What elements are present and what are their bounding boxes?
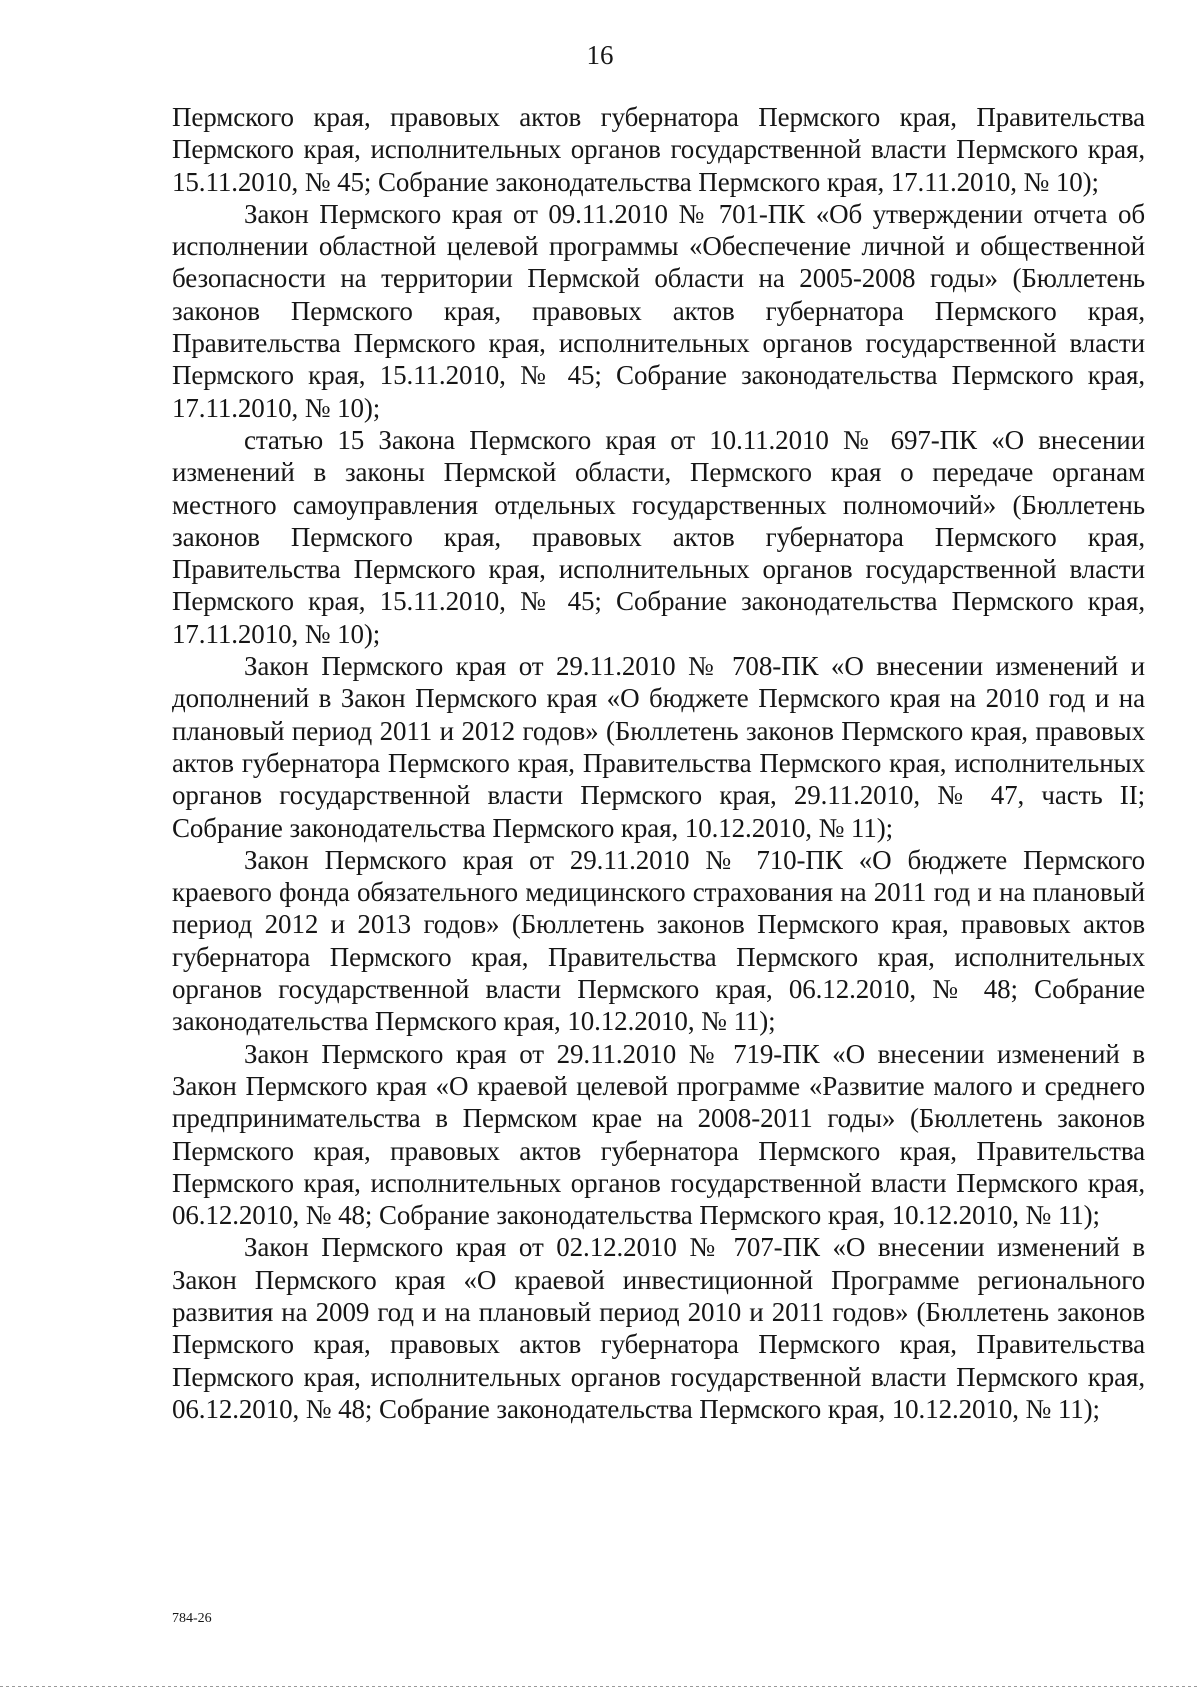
paragraph: Закон Пермского края от 02.12.2010 № 707-ПК «О внесении изменений в Закон Пермского края «О краевой инвестиционной Программе регионального развития на 2009 год и на плановый период 2010 и 2011 годов» (Бюллетень законов Пермского края, правовых актов губернатора Пермского края, Правительства Пермского края, исполнительных органов государственной власти Пермского края, 06.12.2010, № 48; Собрание законодательства Пермского края, 10.12.2010, № 11); [172, 1232, 1145, 1424]
document-code: 784-26 [172, 1611, 212, 1626]
page-number: 16 [586, 40, 614, 70]
paragraph: статью 15 Закона Пермского края от 10.11.2010 № 697-ПК «О внесении изменений в законы Пермской области, Пермского края о передаче органам местного самоуправления отдельных государственных полномочий» (Бюллетень законов Пермского края, правовых актов губернатора Пермского края, Правительства Пермского края, исполнительных органов государственной власти Пермского края, 15.11.2010, № 45; Собрание законодательства Пермского края, 17.11.2010, № 10); [172, 424, 1145, 649]
paragraph: Закон Пермского края от 29.11.2010 № 710-ПК «О бюджете Пермского краевого фонда обязательного медицинского страхования на 2011 год и на плановый период 2012 и 2013 годов» (Бюллетень законов Пермского края, правовых актов губернатора Пермского края, Правительства Пермского края, исполнительных органов государственной власти Пермского края, 06.12.2010, № 48; Собрание законодательства Пермского края, 10.12.2010, № 11); [172, 844, 1145, 1037]
page-bottom-edge [0, 1686, 1200, 1687]
paragraph: Закон Пермского края от 29.11.2010 № 708-ПК «О внесении изменений и дополнений в Закон Пермского края «О бюджете Пермского края на 2010 год и на плановый период 2011 и 2012 годов» (Бюллетень законов Пермского края, правовых актов губернатора Пермского края, Правительства Пермского края, исполнительных органов государственной власти Пермского края, 29.11.2010, № 47, часть II; Собрание законодательства Пермского края, 10.12.2010, № 11); [172, 651, 1145, 843]
document-body [172, 101, 1145, 1425]
paragraph: Пермского края, правовых актов губернатора Пермского края, Правительства Пермского края, исполнительных органов государственной власти Пермского края, 15.11.2010, № 45; Собрание законодательства Пермского края, 17.11.2010, № 10); [172, 102, 1145, 197]
paragraph: Закон Пермского края от 09.11.2010 № 701-ПК «Об утверждении отчета об исполнении областной целевой программы «Обеспечение личной и общественной безопасности на территории Пермской области на 2005-2008 годы» (Бюллетень законов Пермского края, правовых актов губернатора Пермского края, Правительства Пермского края, исполнительных органов государственной власти Пермского края, 15.11.2010, № 45; Собрание законодательства Пермского края, 17.11.2010, № 10); [172, 198, 1145, 423]
paragraph: Закон Пермского края от 29.11.2010 № 719-ПК «О внесении изменений в Закон Пермского края «О краевой целевой программе «Развитие малого и среднего предпринимательства в Пермском крае на 2008-2011 годы» (Бюллетень законов Пермского края, правовых актов губернатора Пермского края, Правительства Пермского края, исполнительных органов государственной власти Пермского края, 06.12.2010, № 48; Собрание законодательства Пермского края, 10.12.2010, № 11); [172, 1038, 1145, 1231]
